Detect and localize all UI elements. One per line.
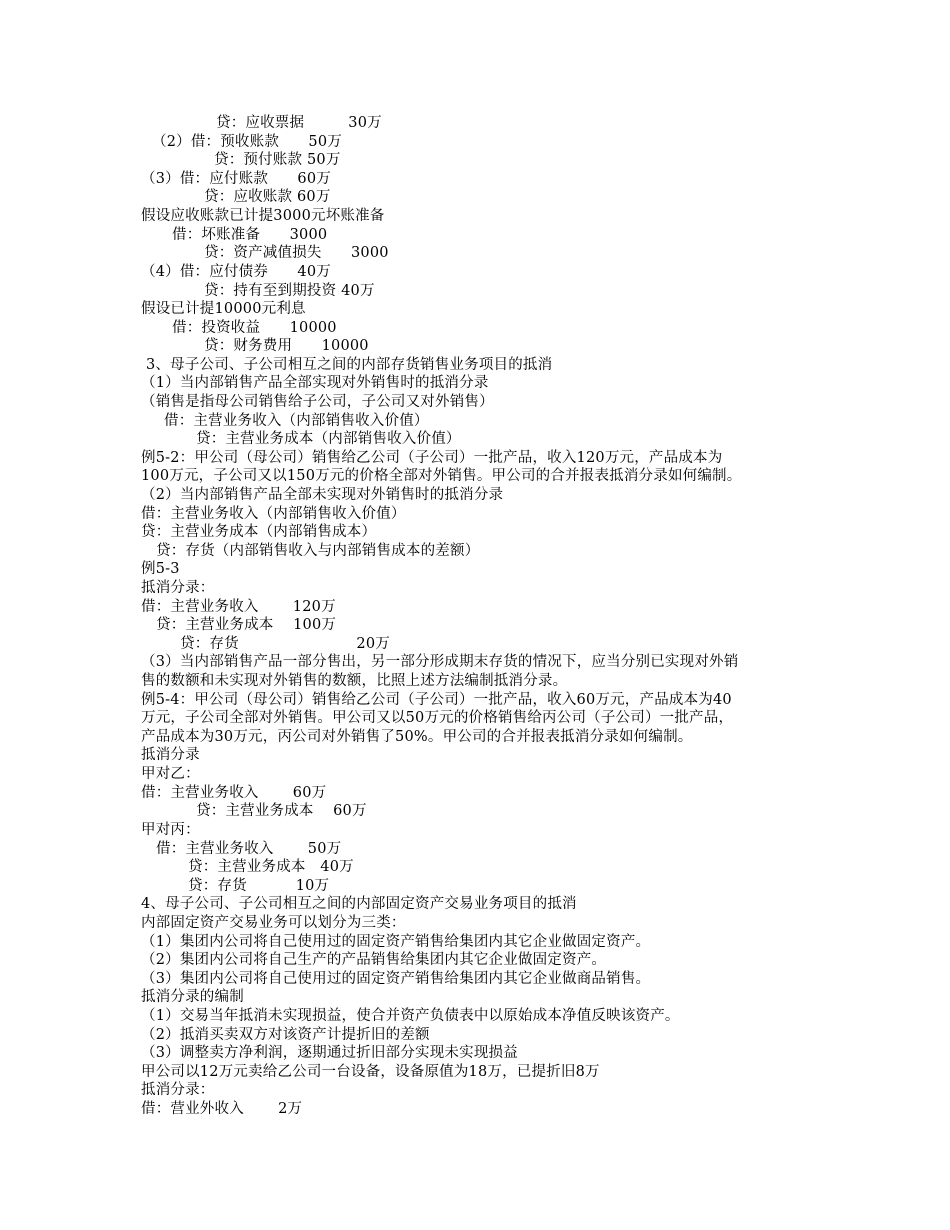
text-line: （2）借：预收账款 50万 [152, 134, 342, 150]
text-line: 抵消分录： [141, 580, 215, 596]
text-line: 假设已计提10000元利息 [141, 301, 306, 317]
text-line: 例5-3 [141, 561, 180, 577]
text-line: 贷：主营业务成本 100万 [156, 617, 337, 633]
text-line: （1）当内部销售产品全部实现对外销售时的抵消分录 [141, 375, 489, 391]
text-line: 借：投资收益 10000 [172, 320, 337, 336]
text-line: （3）借：应付账款 60万 [141, 171, 331, 187]
text-line: 借：主营业务收入（内部销售收入价值） [164, 413, 429, 429]
text-line: 内部固定资产交易业务可以划分为三类： [141, 915, 406, 931]
text-line: 甲对乙： [141, 766, 200, 782]
text-line: 例5-4：甲公司（母公司）销售给乙公司（子公司）一批产品，收入60万元，产品成本为40 [141, 692, 732, 708]
text-line: （销售是指母公司销售给子公司，子公司又对外销售） [141, 394, 494, 410]
text-line: 借：主营业务收入 50万 [156, 841, 342, 857]
text-line: 抵消分录 [141, 747, 200, 763]
text-line: 贷：存货 20万 [180, 636, 390, 652]
text-line: 例5-2：甲公司（母公司）销售给乙公司（子公司）一批产品，收入120万元，产品成本为 [141, 450, 723, 466]
text-line: 贷：应收票据 30万 [216, 115, 382, 131]
text-line: 贷：持有至到期投资 40万 [204, 283, 375, 299]
section-heading: 4、母子公司、子公司相互之间的内部固定资产交易业务项目的抵消 [141, 896, 577, 912]
text-line: 借：主营业务收入 120万 [141, 599, 336, 615]
text-line: 甲公司以12万元卖给乙公司一台设备，设备原值为18万，已提折旧8万 [141, 1064, 600, 1080]
text-line: 借：坏账准备 3000 [172, 227, 328, 243]
text-line: 贷：主营业务成本 60万 [196, 803, 367, 819]
text-line: 贷：资产减值损失 3000 [204, 245, 389, 261]
text-line: （2）抵消买卖双方对该资产计提折旧的差额 [141, 1027, 430, 1043]
text-line: 售的数额和未实现对外销售的数额，比照上述方法编制抵消分录。 [141, 673, 568, 689]
text-line: （3）集团内公司将自己使用过的固定资产销售给集团内其它企业做商品销售。 [141, 971, 651, 987]
text-line: 贷：主营业务成本 40万 [188, 859, 354, 875]
text-line: 借：主营业务收入 60万 [141, 785, 327, 801]
text-line: 贷：存货（内部销售收入与内部销售成本的差额） [156, 543, 480, 559]
text-line: （4）借：应付债券 40万 [141, 264, 331, 280]
text-line: 贷：存货 10万 [188, 878, 330, 894]
text-line: （2）当内部销售产品全部未实现对外销售时的抵消分录 [141, 487, 504, 503]
text-line: （3）当内部销售产品一部分售出，另一部分形成期末存货的情况下，应当分别已实现对外销 [141, 654, 739, 670]
text-line: 贷：财务费用 10000 [204, 338, 369, 354]
text-line: 贷：应收账款 60万 [204, 189, 331, 205]
text-line: 抵消分录的编制 [141, 989, 244, 1005]
text-line: 贷：主营业务成本（内部销售成本） [141, 524, 377, 540]
text-line: 抵消分录： [141, 1082, 215, 1098]
text-line: 甲对丙： [141, 822, 200, 838]
text-line: 借：主营业务收入（内部销售收入价值） [141, 506, 406, 522]
text-line: 假设应收账款已计提3000元坏账准备 [141, 208, 385, 224]
text-line: （1）交易当年抵消未实现损益，使合并资产负债表中以原始成本净值反映该资产。 [141, 1008, 680, 1024]
text-line: 100万元，子公司又以150万元的价格全部对外销售。甲公司的合并报表抵消分录如何编制。 [141, 468, 742, 484]
text-line: 贷：主营业务成本（内部销售收入价值） [196, 431, 461, 447]
text-line: 万元，子公司全部对外销售。甲公司又以50万元的价格销售给丙公司（子公司）一批产品， [141, 710, 734, 726]
text-line: （3）调整卖方净利润，逐期通过折旧部分实现未实现损益 [141, 1045, 518, 1061]
text-line: 贷：预付账款 50万 [214, 152, 341, 168]
text-line: （2）集团内公司将自己生产的产品销售给集团内其它企业做固定资产。 [141, 952, 607, 968]
text-line: 借：营业外收入 2万 [141, 1101, 303, 1117]
text-line: 产品成本为30万元，丙公司对外销售了50%。甲公司的合并报表抵消分录如何编制。 [141, 729, 693, 745]
section-heading: 3、母子公司、子公司相互之间的内部存货销售业务项目的抵消 [146, 357, 553, 373]
text-line: （1）集团内公司将自己使用过的固定资产销售给集团内其它企业做固定资产。 [141, 934, 651, 950]
